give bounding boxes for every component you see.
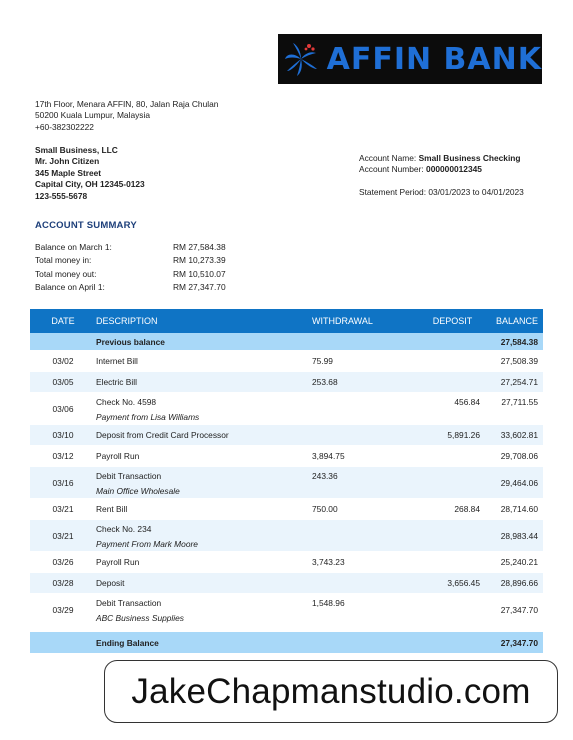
row-description-main: Debit Transaction <box>96 598 162 608</box>
row-deposit <box>410 471 480 498</box>
row-date: 03/02 <box>52 356 74 366</box>
row-deposit: 5,891.26 <box>447 430 480 440</box>
statement-period: Statement Period: 03/01/2023 to 04/01/2023 <box>359 187 524 197</box>
table-row <box>30 372 543 393</box>
row-deposit: 268.84 <box>454 504 480 514</box>
address-line: +60-382302222 <box>35 121 94 132</box>
bank-name: AFFIN BANK <box>326 41 542 77</box>
header-date: DATE <box>51 316 75 326</box>
table-row <box>30 351 543 372</box>
summary-row <box>35 281 235 294</box>
header-withdrawal: WITHDRAWAL <box>312 316 373 326</box>
row-balance: 29,464.06 <box>500 477 538 488</box>
row-description-sub: Payment From Mark Moore <box>96 539 198 549</box>
row-description-sub: Main Office Wholesale <box>96 486 180 496</box>
row-balance: 28,983.44 <box>500 530 538 541</box>
summary-value: RM 10,510.07 <box>173 268 226 279</box>
customer-line: 123-555-5678 <box>35 190 88 201</box>
ending-balance-value: 27,347.70 <box>500 637 538 648</box>
summary-value: RM 10,273.39 <box>173 255 226 266</box>
watermark: JakeChapmanstudio.com <box>104 660 558 723</box>
previous-balance-row <box>30 333 543 351</box>
customer-line: Mr. John Citizen <box>35 156 100 167</box>
summary-value: RM 27,347.70 <box>173 282 226 293</box>
row-date: 03/05 <box>52 377 74 387</box>
table-row <box>30 520 543 552</box>
table-row <box>30 393 543 425</box>
account-info <box>359 153 521 176</box>
ending-balance-row <box>30 632 543 654</box>
summary-row <box>35 241 235 254</box>
customer-line: Capital City, OH 12345-0123 <box>35 179 145 190</box>
customer-address <box>35 145 145 202</box>
row-description: Internet Bill <box>96 356 138 366</box>
row-date: 03/10 <box>52 430 74 440</box>
row-withdrawal <box>312 524 410 551</box>
row-balance: 25,240.21 <box>500 557 538 567</box>
transaction-rows <box>30 351 543 626</box>
row-description <box>96 594 312 625</box>
row-balance: 27,508.39 <box>500 356 538 366</box>
account-summary <box>35 241 235 295</box>
address-line: 17th Floor, Menara AFFIN, 80, Jalan Raja Chulan <box>35 99 219 109</box>
row-deposit <box>410 524 480 551</box>
summary-value: RM 27,584.38 <box>173 242 226 252</box>
previous-balance-value: 27,584.38 <box>500 336 538 347</box>
row-date: 03/29 <box>52 604 74 615</box>
row-withdrawal: 75.99 <box>312 356 333 366</box>
row-deposit: 3,656.45 <box>447 578 480 588</box>
row-description-sub: ABC Business Supplies <box>96 613 184 623</box>
row-balance: 27,711.55 <box>501 397 538 407</box>
previous-balance-label: Previous balance <box>96 336 165 347</box>
header-balance: BALANCE <box>495 316 538 326</box>
summary-row <box>35 254 235 267</box>
row-withdrawal: 750.00 <box>312 504 338 514</box>
customer-line: Small Business, LLC <box>35 145 118 155</box>
ending-balance-label: Ending Balance <box>96 637 159 648</box>
table-row <box>30 552 543 573</box>
row-date: 03/21 <box>52 504 74 514</box>
row-deposit <box>410 598 480 625</box>
row-description <box>96 393 312 424</box>
account-number-label: Account Number: <box>359 164 424 175</box>
row-date: 03/28 <box>52 578 74 588</box>
table-row <box>30 467 543 499</box>
row-deposit: 456.84 <box>454 397 480 407</box>
address-line: 50200 Kuala Lumpur, Malaysia <box>35 110 150 121</box>
account-number-value: 000000012345 <box>426 164 482 175</box>
row-date: 03/26 <box>52 557 74 567</box>
header-description: DESCRIPTION <box>96 316 158 326</box>
row-balance: 28,896.66 <box>500 578 538 588</box>
row-date: 03/06 <box>52 403 74 414</box>
row-description <box>96 520 312 551</box>
customer-line: 345 Maple Street <box>35 167 102 178</box>
row-date: 03/21 <box>52 530 74 541</box>
transactions-table <box>30 309 543 654</box>
bank-address <box>35 99 218 133</box>
row-description: Payroll Run <box>96 557 140 567</box>
row-balance: 28,714.60 <box>500 504 538 514</box>
row-description-sub: Payment from Lisa Williams <box>96 412 200 422</box>
row-description: Payroll Run <box>96 451 140 461</box>
table-row <box>30 594 543 626</box>
row-date: 03/16 <box>52 477 74 488</box>
summary-label: Total money out: <box>35 268 97 279</box>
row-description: Rent Bill <box>96 504 128 514</box>
row-description: Electric Bill <box>96 377 137 387</box>
row-description-main: Check No. 4598 <box>96 397 157 407</box>
table-row <box>30 446 543 467</box>
account-name-value: Small Business Checking <box>418 153 521 163</box>
row-withdrawal: 253.68 <box>312 377 338 387</box>
table-row <box>30 499 543 520</box>
table-row <box>30 573 543 594</box>
affin-flower-icon <box>278 34 325 84</box>
bank-logo <box>278 34 542 84</box>
table-row <box>30 425 543 446</box>
account-name-label: Account Name: <box>359 153 417 163</box>
row-date: 03/12 <box>52 451 74 461</box>
header-deposit: DEPOSIT <box>432 316 473 326</box>
row-description <box>96 467 312 498</box>
row-balance: 27,254.71 <box>500 377 538 387</box>
summary-title: ACCOUNT SUMMARY <box>35 220 137 231</box>
row-description: Deposit <box>96 578 125 588</box>
row-withdrawal: 1,548.96 <box>312 598 345 608</box>
row-balance: 29,708.06 <box>500 451 538 461</box>
summary-label: Balance on March 1: <box>35 242 112 252</box>
summary-row <box>35 268 235 281</box>
summary-label: Balance on April 1: <box>35 282 105 293</box>
row-balance: 27,347.70 <box>500 604 538 615</box>
row-description: Deposit from Credit Card Processor <box>96 430 229 440</box>
row-withdrawal <box>312 397 410 424</box>
row-withdrawal: 3,894.75 <box>312 451 345 461</box>
row-description-main: Check No. 234 <box>96 524 152 534</box>
row-description-main: Debit Transaction <box>96 471 162 481</box>
row-withdrawal: 3,743.23 <box>312 557 345 567</box>
table-header <box>30 309 543 333</box>
row-withdrawal: 243.36 <box>312 471 338 481</box>
summary-label: Total money in: <box>35 255 92 266</box>
row-balance: 33,602.81 <box>500 430 538 440</box>
